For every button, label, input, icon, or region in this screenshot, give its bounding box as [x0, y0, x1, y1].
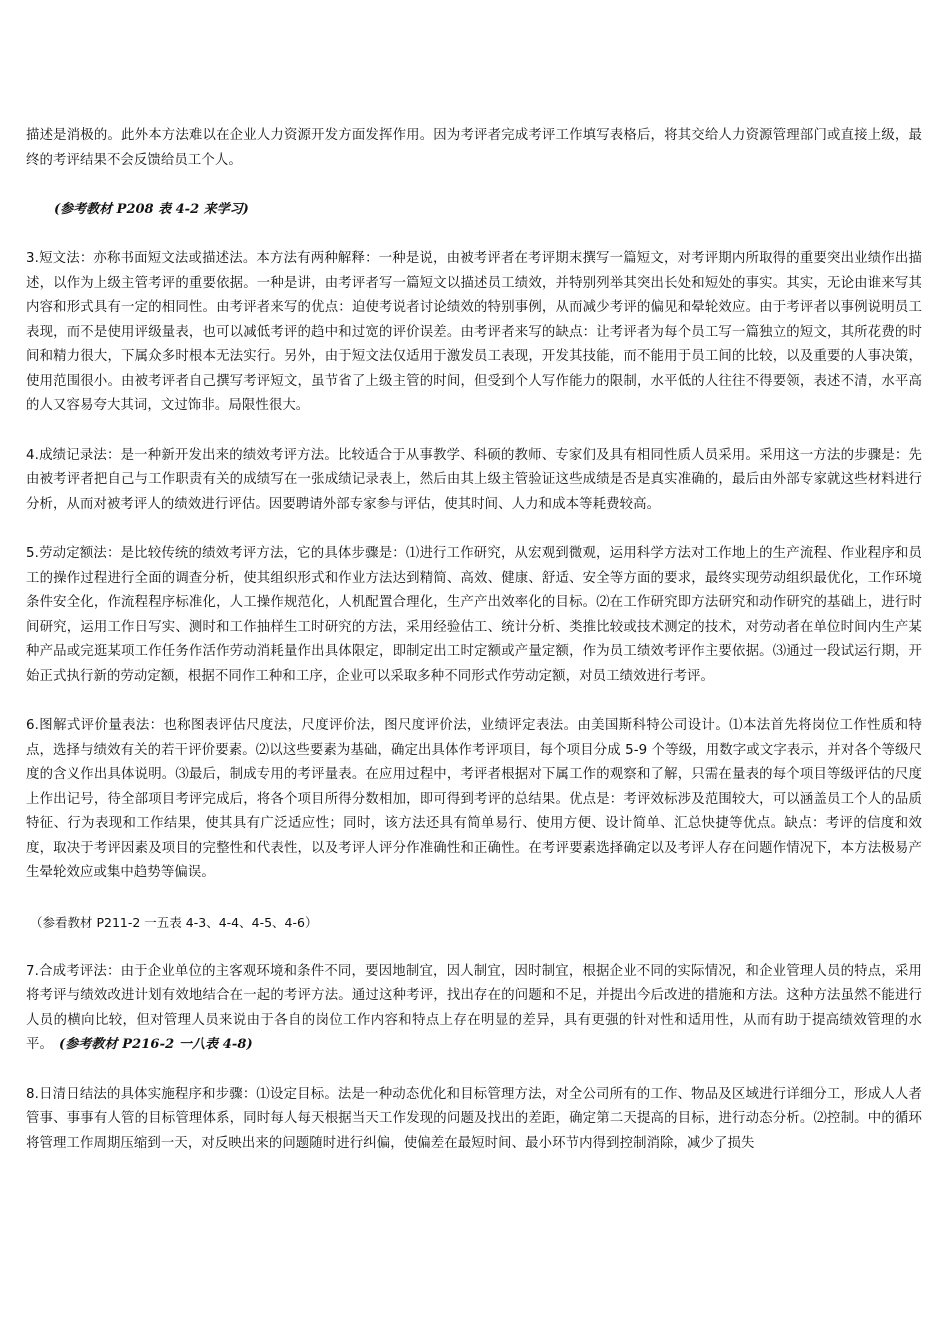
paragraph-daily-clearance-method: 8.日清日结法的具体实施程序和步骤：⑴设定目标。法是一种动态优化和目标管理方法，对全公司所有的工作、物品及区域进行详细分工，形成人人者管事、事事有人管的目标管理体系，同时每人每天根据当天工作发现的问题及找出的差距，确定第二天提高的目标，进行动态分析。⑵控制。中的循环将管理工作周期压缩到一天，对反映出来的问题随时进行纠偏，使偏差在最短时间、最小环节内得到控制消除，减少了损失: [26, 1086, 922, 1151]
paragraph-performance-record-method: 4.成绩记录法：是一种新开发出来的绩效考评方法。比较适合于从事教学、科硕的教师、专家们及具有相同性质人员采用。采用这一方法的步骤是：先由被考评者把自己与工作职责有关的成绩写在一张成绩记录表上，然后由其上级主管验证这些成绩是否是真实准确的，最后由外部专家就这些材料进行分析，从而对被考评人的绩效进行评估。因要聘请外部专家参与评估，使其时间、人力和成本等耗费较高。: [26, 447, 922, 512]
composite-method-text: 7.合成考评法：由于企业单位的主客观环境和条件不同，要因地制宜，因人制宜，因时制宜，根据企业不同的实际情况，和企业管理人员的特点，采用将考评与绩效改进计划有效地结合在一起的考评方法。通过这种考评，找出存在的问题和不足，并提出今后改进的措施和方法。这种方法虽然不能进行人员的横向比较，但对管理人员来说由于各自的岗位工作内容和特点上存在明显的差异，具有更强的针对性和适用性，从而有助于提高绩效管理的水平。: [26, 963, 922, 1052]
paragraph-composite-method: [26, 960, 922, 1058]
paragraph-labor-quota-method: 5.劳动定额法：是比较传统的绩效考评方法，它的具体步骤是：⑴进行工作研究，从宏观到微观，运用科学方法对工作地上的生产流程、作业程序和员工的操作过程进行全面的调查分析，使其组织形式和作业方法达到精简、高效、健康、舒适、安全等方面的要求，最终实现劳动组织最优化，工作环境条件安全化，作流程程序标准化，人工操作规范化，人机配置合理化，生产产出效率化的目标。⑵在工作研究即方法研究和动作研究的基础上，进行时间研究，运用工作日写实、测时和工作抽样生工时研究的方法，采用经验估工、统计分析、类推比较或技术测定的技术，对劳动者在单位时间内生产某种产品或完逛某项工作任务作活作劳动消耗量作出具体限定，即制定出工时定额或产量定额，作为员工绩效考评作主要依据。⑶通过一段试运行期，开始正式执行新的劳动定额，根据不同作工种和工序，企业可以采取多种不同形式作劳动定额，对员工绩效进行考评。: [26, 546, 922, 684]
paragraph-essay-method: 3.短文法：亦称书面短文法或描述法。本方法有两种解释：一种是说，由被考评者在考评期末撰写一篇短文，对考评期内所取得的重要突出业绩作出描述，以作为上级主管考评的重要依据。一种是讲，由考评者写一篇短文以描述员工绩效，并特别列举其突出长处和短处的事实。其实，无论由谁来写其内容和形式具有一定的相同性。由考评者来写的优点：迫使考说者讨论绩效的特别事例，从而减少考评的偏见和晕轮效应。由于考评者以事例说明员工表现，而不是使用评级量表，也可以减低考评的趋中和过宽的评价误差。由考评者来写的缺点：让考评者为每个员工写一篇独立的短文，其所花费的时间和精力很大，下属众多时根本无法实行。另外，由于短文法仅适用于激发员工表现，开发其技能，而不能用于员工间的比较，以及重要的人事决策，使用范围很小。由被考评者自己撰写考评短文，虽节省了上级主管的时间，但受到个人写作能力的限制，水平低的人往往不得要领，表述不清，水平高的人又容易夸大其词，文过饰非。局限性很大。: [26, 251, 922, 413]
reference-note-p208: (参考教材 P208 表 4-2 来学习): [54, 202, 249, 217]
document-page: [26, 124, 922, 1181]
paragraph-continued: 描述是消极的。此外本方法难以在企业人力资源开发方面发挥作用。因为考评者完成考评工作填写表格后，将其交给人力资源管理部门或直接上级，最终的考评结果不会反馈给员工个人。: [26, 128, 922, 168]
paragraph-graphic-rating-scale: 6.图解式评价量表法：也称图表评估尺度法，尺度评价法，图尺度评价法，业绩评定表法。由美国斯科特公司设计。⑴本法首先将岗位工作性质和特点，选择与绩效有关的若干评价要素。⑵以这些要素为基础，确定出具体作考评项目，每个项目分成 5-9 个等级，用数字或文字表示，并对各个等级尺度的含义作出具体说明。⑶最后，制成专用的考评量表。在应用过程中，考评者根据对下属工作的观察和了解，只需在量表的每个项目等级评估的尺度上作出记号，待全部项目考评完成后，将各个项目所得分数相加，即可得到考评的总结果。优点是：考评效标涉及范围较大，可以涵盖员工个人的品质特征、行为表现和工作结果，使其具有广泛适应性；同时，该方法还具有简单易行、使用方便、设计简单、汇总快捷等优点。缺点：考评的信度和效度，取决于考评因素及项目的完整性和代表性，以及考评人评分作准确性和正确性。在考评要素选择确定以及考评人存在问题作情况下，本方法极易产生晕轮效应或集中趋势等偏误。: [26, 718, 922, 880]
reference-note-p216: (参考教材 P216-2 一八表 4-8): [58, 1037, 253, 1052]
reference-note-p211: （参看教材 P211-2 一五表 4-3、4-4、4-5、4-6）: [30, 914, 318, 930]
